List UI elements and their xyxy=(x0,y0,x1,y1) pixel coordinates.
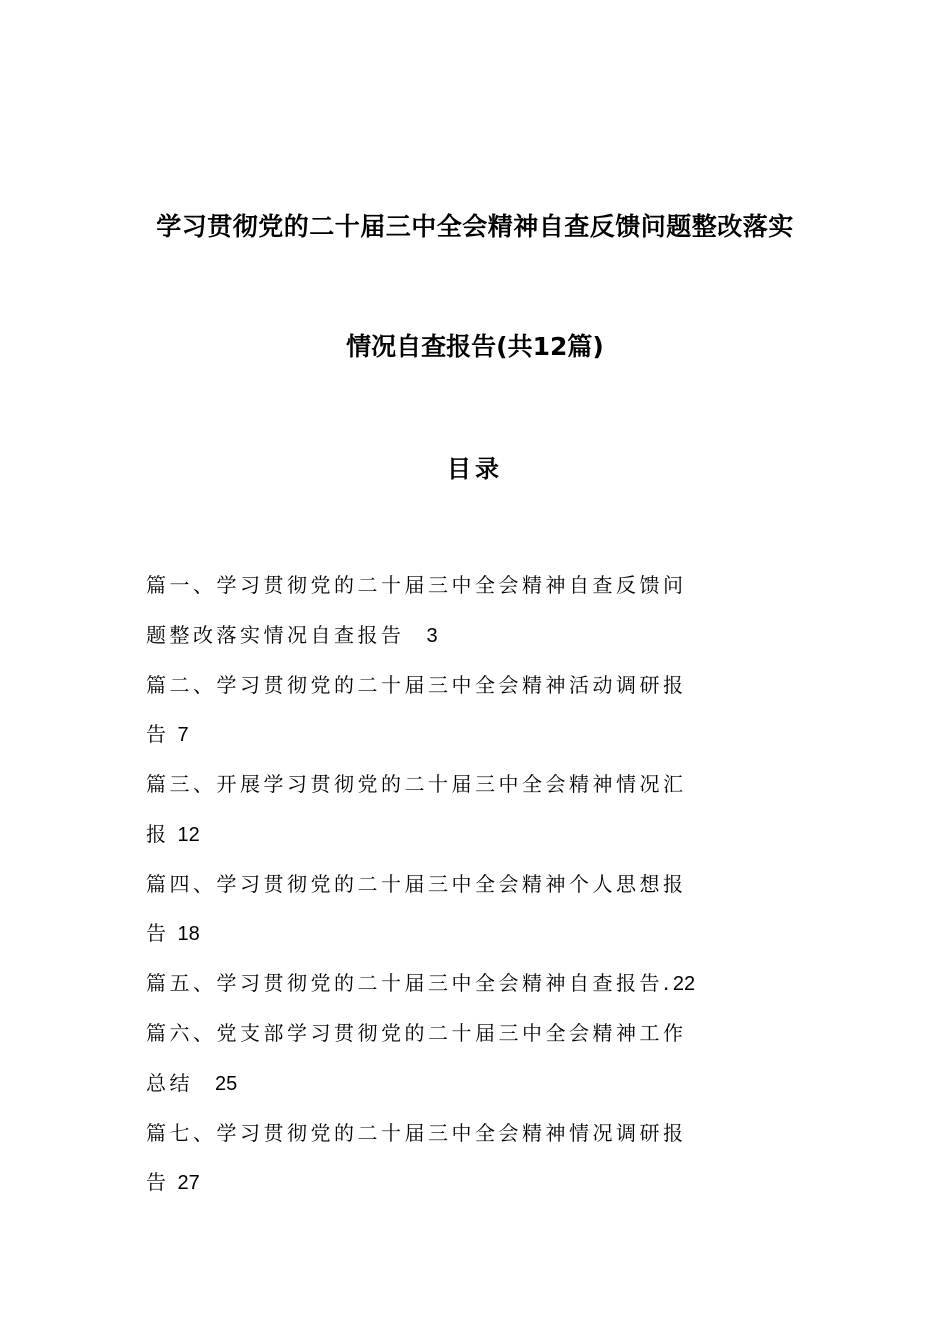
toc-entry-2-text: 告 xyxy=(146,722,170,746)
toc-entry-5-text: 篇五、学习贯彻党的二十届三中全会精神自查报告. xyxy=(146,971,673,995)
toc-entry-6-line-1[interactable]: 篇六、党支部学习贯彻党的二十届三中全会精神工作 xyxy=(146,1021,687,1045)
toc-entry-2-page-number: 7 xyxy=(177,724,189,746)
toc-entry-7-page-number: 27 xyxy=(177,1172,200,1194)
toc-entry-4-text: 告 xyxy=(146,921,170,945)
toc-entry-6-text: 总结 xyxy=(146,1071,193,1095)
toc-entry-2-line-1[interactable]: 篇二、学习贯彻党的二十届三中全会精神活动调研报 xyxy=(146,673,687,697)
toc-entry-4-page-number: 18 xyxy=(177,923,200,945)
toc-entry-7-text: 告 xyxy=(146,1170,170,1194)
toc-entry-7-line-1[interactable]: 篇七、学习贯彻党的二十届三中全会精神情况调研报 xyxy=(146,1121,687,1145)
toc-entry-5-line-1[interactable] xyxy=(146,970,695,997)
toc-entry-3-page-number: 12 xyxy=(177,824,200,846)
toc-entry-1-line-1[interactable]: 篇一、学习贯彻党的二十届三中全会精神自查反馈问 xyxy=(146,573,687,597)
document-title-line-2: 情况自查报告(共12篇) xyxy=(346,332,604,361)
toc-entry-3-line-1[interactable]: 篇三、开展学习贯彻党的二十届三中全会精神情况汇 xyxy=(146,772,687,796)
toc-entry-7-line-2[interactable] xyxy=(146,1169,200,1196)
toc-entry-2-line-2[interactable] xyxy=(146,721,189,748)
toc-entry-4-line-1[interactable]: 篇四、学习贯彻党的二十届三中全会精神个人思想报 xyxy=(146,872,687,896)
toc-entry-6-page-number: 25 xyxy=(215,1073,238,1095)
toc-entry-1-text: 题整改落实情况自查报告 xyxy=(146,623,405,647)
toc-entry-3-text: 报 xyxy=(146,822,170,846)
toc-entry-5-page-number: 22 xyxy=(672,973,696,995)
toc-entry-1-page-number: 3 xyxy=(426,625,438,647)
toc-entry-1-line-2[interactable] xyxy=(146,622,438,649)
toc-entry-4-line-2[interactable] xyxy=(146,920,200,947)
document-title-line-1: 学习贯彻党的二十届三中全会精神自查反馈问题整改落实 xyxy=(156,212,794,241)
toc-heading: 目录 xyxy=(447,455,503,483)
toc-entry-6-line-2[interactable] xyxy=(146,1070,237,1097)
toc-entry-3-line-2[interactable] xyxy=(146,821,200,848)
